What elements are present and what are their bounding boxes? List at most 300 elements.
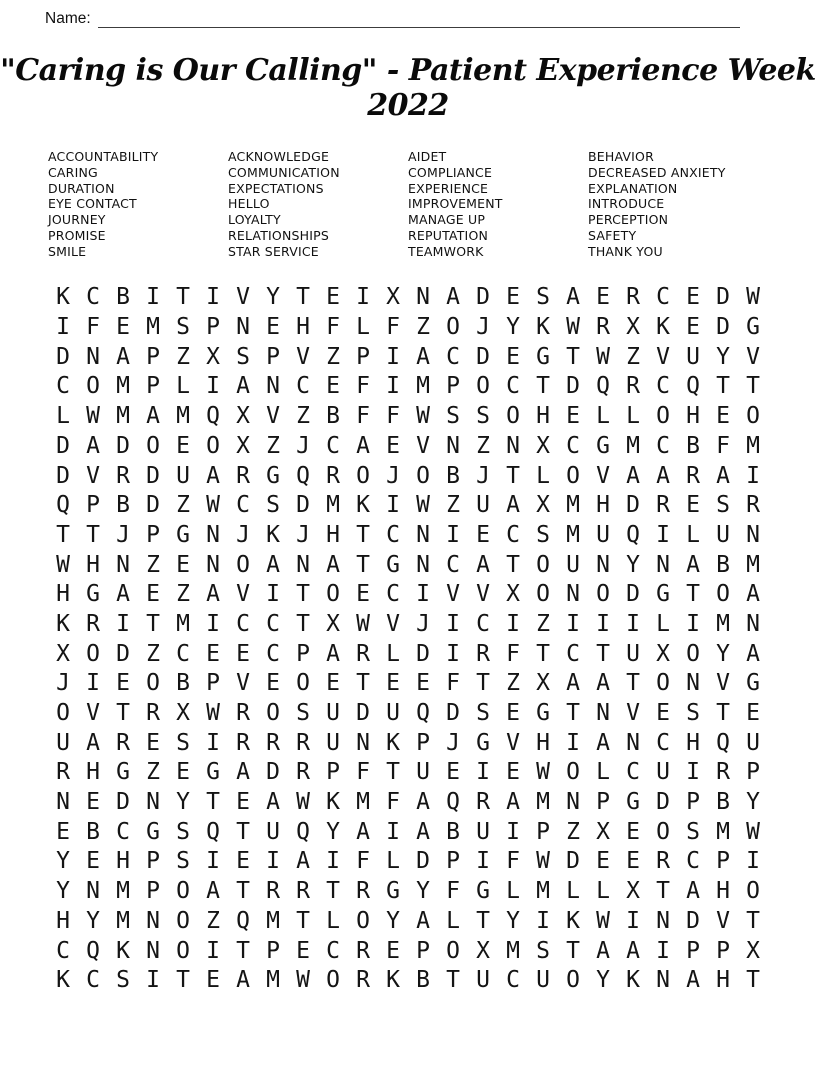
grid-letter: I <box>206 373 220 400</box>
grid-letter: O <box>146 670 160 697</box>
grid-letter: A <box>746 640 760 667</box>
grid-letter: Y <box>56 878 70 905</box>
grid-letter: H <box>296 314 310 341</box>
word-item: MANAGE UP <box>408 212 486 228</box>
grid-letter: W <box>746 818 760 845</box>
grid-letter: Z <box>326 343 340 370</box>
grid-letter: T <box>566 937 580 964</box>
grid-letter: G <box>386 878 400 905</box>
grid-letter: W <box>566 314 580 341</box>
grid-letter: E <box>506 284 520 311</box>
grid-letter: E <box>686 284 700 311</box>
grid-letter: Y <box>596 967 610 994</box>
grid-letter: O <box>356 907 370 934</box>
grid-letter: R <box>356 640 370 667</box>
grid-letter: H <box>326 521 340 548</box>
grid-letter: C <box>506 521 520 548</box>
grid-letter: Z <box>446 492 460 519</box>
grid-letter: R <box>56 759 70 786</box>
grid-letter: C <box>116 818 130 845</box>
grid-letter: F <box>326 314 340 341</box>
grid-letter: O <box>56 700 70 727</box>
grid-letter: T <box>116 700 130 727</box>
grid-letter: A <box>266 789 280 816</box>
grid-letter: G <box>656 581 670 608</box>
grid-letter: U <box>566 551 580 578</box>
grid-letter: A <box>356 818 370 845</box>
grid-letter: T <box>296 610 310 637</box>
grid-letter: Z <box>506 670 520 697</box>
grid-letter: L <box>536 462 550 489</box>
grid-letter: W <box>356 610 370 637</box>
grid-letter: I <box>446 640 460 667</box>
grid-letter: I <box>416 581 430 608</box>
grid-letter: C <box>566 432 580 459</box>
grid-letter: A <box>716 462 730 489</box>
grid-letter: S <box>176 818 190 845</box>
grid-letter: E <box>626 818 640 845</box>
grid-letter: S <box>686 700 700 727</box>
grid-letter: T <box>356 521 370 548</box>
grid-letter: E <box>596 284 610 311</box>
grid-letter: I <box>326 848 340 875</box>
grid-letter: G <box>386 551 400 578</box>
grid-letter: I <box>206 729 220 756</box>
grid-letter: E <box>86 848 100 875</box>
grid-letter: O <box>296 670 310 697</box>
word-item: ACKNOWLEDGE <box>228 149 330 164</box>
grid-letter: Z <box>146 759 160 786</box>
grid-letter: I <box>686 610 700 637</box>
grid-letter: H <box>536 729 550 756</box>
grid-letter: U <box>266 818 280 845</box>
grid-letter: B <box>686 432 700 459</box>
grid-letter: C <box>656 729 670 756</box>
grid-letter: N <box>746 521 760 548</box>
grid-letter: E <box>386 432 400 459</box>
grid-letter: O <box>176 907 190 934</box>
grid-letter: O <box>476 373 490 400</box>
grid-letter: U <box>386 700 400 727</box>
grid-letter: C <box>296 373 310 400</box>
grid-letter: T <box>716 700 730 727</box>
grid-letter: H <box>56 581 70 608</box>
grid-letter: P <box>86 492 100 519</box>
word-item: DURATION <box>48 180 115 196</box>
grid-letter: C <box>266 640 280 667</box>
grid-letter: D <box>416 848 430 875</box>
grid-letter: N <box>746 610 760 637</box>
grid-letter: T <box>656 878 670 905</box>
grid-letter: G <box>746 670 760 697</box>
grid-letter: P <box>596 789 610 816</box>
grid-letter: O <box>356 462 370 489</box>
grid-letter: W <box>206 492 220 519</box>
grid-letter: E <box>386 937 400 964</box>
grid-letter: I <box>116 610 130 637</box>
grid-letter: T <box>356 551 370 578</box>
grid-letter: E <box>626 848 640 875</box>
grid-letter: J <box>476 462 490 489</box>
grid-letter: C <box>236 610 250 637</box>
grid-letter: R <box>686 462 700 489</box>
grid-letter: X <box>386 284 400 311</box>
grid-letter: E <box>296 937 310 964</box>
grid-letter: E <box>656 700 670 727</box>
grid-letter: S <box>536 521 550 548</box>
grid-letter: G <box>146 818 160 845</box>
grid-letter: X <box>656 640 670 667</box>
grid-letter: D <box>476 284 490 311</box>
grid-letter: L <box>446 907 460 934</box>
grid-letter: L <box>626 403 640 430</box>
grid-letter: T <box>536 640 550 667</box>
grid-letter: E <box>236 848 250 875</box>
grid-letter: T <box>746 967 760 994</box>
grid-letter: V <box>236 284 250 311</box>
grid-letter: M <box>716 818 730 845</box>
grid-letter: B <box>86 818 100 845</box>
grid-letter: P <box>746 759 760 786</box>
grid-letter: Y <box>266 284 280 311</box>
grid-letter: B <box>446 818 460 845</box>
grid-letter: T <box>176 284 190 311</box>
grid-letter: Q <box>716 729 730 756</box>
grid-letter: O <box>656 818 670 845</box>
grid-letter: G <box>746 314 760 341</box>
grid-letter: D <box>146 492 160 519</box>
grid-letter: Y <box>176 789 190 816</box>
grid-letter: I <box>56 314 70 341</box>
grid-letter: Q <box>56 492 70 519</box>
grid-letter: D <box>356 700 370 727</box>
grid-letter: T <box>236 818 250 845</box>
grid-letter: A <box>206 581 220 608</box>
grid-letter: H <box>596 492 610 519</box>
grid-letter: P <box>416 729 430 756</box>
grid-letter: U <box>476 967 490 994</box>
grid-letter: Y <box>386 907 400 934</box>
grid-letter: A <box>596 937 610 964</box>
grid-letter: I <box>206 284 220 311</box>
grid-letter: I <box>146 284 160 311</box>
grid-letter: F <box>446 878 460 905</box>
grid-letter: A <box>566 284 580 311</box>
grid-letter: O <box>506 403 520 430</box>
grid-letter: A <box>236 759 250 786</box>
grid-letter: Z <box>176 492 190 519</box>
grid-letter: A <box>356 432 370 459</box>
grid-letter: L <box>386 848 400 875</box>
grid-letter: W <box>416 403 430 430</box>
word-item: EXPLANATION <box>588 180 678 196</box>
grid-letter: V <box>236 581 250 608</box>
grid-letter: X <box>596 818 610 845</box>
word-item: THANK YOU <box>588 243 663 259</box>
grid-letter: R <box>236 462 250 489</box>
grid-letter: E <box>596 848 610 875</box>
grid-letter: T <box>716 373 730 400</box>
grid-letter: K <box>536 314 550 341</box>
grid-letter: T <box>566 700 580 727</box>
grid-letter: A <box>116 343 130 370</box>
grid-letter: G <box>536 700 550 727</box>
grid-letter: A <box>626 462 640 489</box>
grid-letter: N <box>296 551 310 578</box>
grid-letter: M <box>116 907 130 934</box>
grid-letter: R <box>356 878 370 905</box>
grid-letter: W <box>536 848 550 875</box>
grid-letter: Q <box>416 700 430 727</box>
grid-letter: Z <box>176 343 190 370</box>
grid-letter: W <box>746 284 760 311</box>
grid-letter: A <box>596 670 610 697</box>
grid-letter: Z <box>146 551 160 578</box>
grid-letter: E <box>746 700 760 727</box>
grid-letter: X <box>536 432 550 459</box>
grid-letter: I <box>626 907 640 934</box>
grid-letter: R <box>296 729 310 756</box>
grid-letter: I <box>656 937 670 964</box>
grid-letter: A <box>506 492 520 519</box>
grid-letter: S <box>536 937 550 964</box>
word-bank-column <box>588 149 816 260</box>
grid-letter: M <box>116 878 130 905</box>
word-bank <box>48 149 816 260</box>
grid-letter: S <box>536 284 550 311</box>
grid-letter: Y <box>326 818 340 845</box>
grid-letter: E <box>566 403 580 430</box>
grid-letter: Y <box>746 789 760 816</box>
grid-letter: E <box>146 581 160 608</box>
grid-letter: Z <box>566 818 580 845</box>
grid-letter: Z <box>296 403 310 430</box>
grid-letter: Z <box>146 640 160 667</box>
grid-letter: O <box>536 581 550 608</box>
grid-letter: N <box>116 551 130 578</box>
grid-letter: A <box>236 967 250 994</box>
grid-letter: M <box>566 521 580 548</box>
grid-letter: C <box>386 581 400 608</box>
grid-letter: T <box>296 284 310 311</box>
grid-letter: R <box>356 967 370 994</box>
grid-letter: T <box>326 878 340 905</box>
grid-letter: P <box>356 343 370 370</box>
grid-letter: D <box>116 789 130 816</box>
word-item: REPUTATION <box>408 227 489 243</box>
grid-letter: T <box>386 759 400 786</box>
grid-letter: A <box>626 937 640 964</box>
grid-letter: N <box>146 937 160 964</box>
grid-letter: V <box>86 700 100 727</box>
grid-letter: A <box>116 581 130 608</box>
name-row <box>45 10 740 28</box>
grid-letter: C <box>686 848 700 875</box>
grid-letter: I <box>536 907 550 934</box>
grid-letter: K <box>116 937 130 964</box>
grid-letter: O <box>446 937 460 964</box>
grid-letter: P <box>416 937 430 964</box>
grid-letter: Q <box>446 789 460 816</box>
grid-letter: T <box>176 967 190 994</box>
grid-letter: C <box>266 610 280 637</box>
word-item: INTRODUCE <box>588 196 665 212</box>
grid-letter: Z <box>416 314 430 341</box>
grid-letter: C <box>326 432 340 459</box>
grid-letter: O <box>656 670 670 697</box>
grid-letter: R <box>716 759 730 786</box>
grid-letter: A <box>86 432 100 459</box>
grid-letter: G <box>476 729 490 756</box>
grid-letter: L <box>326 907 340 934</box>
grid-letter: U <box>476 492 490 519</box>
grid-letter: N <box>656 907 670 934</box>
word-item: AIDET <box>408 149 447 164</box>
grid-letter: S <box>236 343 250 370</box>
grid-letter: N <box>566 789 580 816</box>
word-item: STAR SERVICE <box>228 243 319 259</box>
grid-letter: F <box>386 403 400 430</box>
grid-letter: N <box>86 878 100 905</box>
grid-letter: Z <box>626 343 640 370</box>
grid-letter: N <box>686 670 700 697</box>
grid-letter: K <box>626 967 640 994</box>
grid-letter: O <box>416 462 430 489</box>
word-item: PROMISE <box>48 227 106 243</box>
grid-letter: H <box>86 759 100 786</box>
grid-letter: N <box>626 729 640 756</box>
grid-letter: N <box>56 789 70 816</box>
grid-letter: W <box>596 907 610 934</box>
grid-letter: P <box>146 878 160 905</box>
grid-letter: N <box>596 700 610 727</box>
grid-letter: I <box>566 729 580 756</box>
grid-letter: U <box>176 462 190 489</box>
word-item: COMMUNICATION <box>228 164 340 180</box>
grid-letter: C <box>446 551 460 578</box>
grid-letter: E <box>326 373 340 400</box>
grid-letter: R <box>296 878 310 905</box>
grid-letter: R <box>266 878 280 905</box>
name-label: Name: <box>45 10 91 27</box>
grid-letter: W <box>206 700 220 727</box>
grid-letter: O <box>566 967 580 994</box>
grid-letter: A <box>686 551 700 578</box>
grid-letter: P <box>266 343 280 370</box>
grid-letter: I <box>206 937 220 964</box>
grid-letter: N <box>656 551 670 578</box>
grid-letter: V <box>446 581 460 608</box>
grid-letter: M <box>266 907 280 934</box>
grid-letter: T <box>686 581 700 608</box>
grid-letter: E <box>686 492 700 519</box>
grid-letter: R <box>116 729 130 756</box>
grid-letter: R <box>656 492 670 519</box>
grid-letter: C <box>506 373 520 400</box>
grid-letter: J <box>446 729 460 756</box>
grid-letter: V <box>416 432 430 459</box>
grid-letter: L <box>176 373 190 400</box>
grid-letter: V <box>386 610 400 637</box>
grid-letter: U <box>656 759 670 786</box>
grid-letter: D <box>686 907 700 934</box>
grid-letter: V <box>716 670 730 697</box>
grid-letter: W <box>416 492 430 519</box>
grid-letter: I <box>446 610 460 637</box>
grid-letter: X <box>236 403 250 430</box>
grid-letter: S <box>116 967 130 994</box>
grid-letter: B <box>116 284 130 311</box>
grid-letter: E <box>506 700 520 727</box>
grid-letter: L <box>56 403 70 430</box>
word-item: CARING <box>48 164 98 180</box>
grid-letter: U <box>686 343 700 370</box>
grid-letter: E <box>176 551 190 578</box>
grid-letter: D <box>296 492 310 519</box>
grid-letter: D <box>716 284 730 311</box>
grid-letter: W <box>56 551 70 578</box>
grid-letter: X <box>536 492 550 519</box>
grid-letter: O <box>206 432 220 459</box>
word-item: LOYALTY <box>228 212 281 228</box>
grid-letter: R <box>476 640 490 667</box>
grid-letter: M <box>116 403 130 430</box>
grid-letter: C <box>86 284 100 311</box>
grid-letter: A <box>266 551 280 578</box>
grid-letter: E <box>266 670 280 697</box>
grid-letter: X <box>476 937 490 964</box>
grid-letter: W <box>596 343 610 370</box>
grid-letter: Q <box>236 907 250 934</box>
grid-letter: S <box>296 700 310 727</box>
grid-letter: A <box>236 373 250 400</box>
grid-letter: R <box>476 789 490 816</box>
grid-letter: F <box>356 848 370 875</box>
word-item: DECREASED ANXIETY <box>588 164 726 180</box>
grid-letter: P <box>536 818 550 845</box>
grid-letter: X <box>56 640 70 667</box>
grid-letter: X <box>326 610 340 637</box>
grid-letter: H <box>86 551 100 578</box>
grid-letter: J <box>116 521 130 548</box>
grid-letter: R <box>296 759 310 786</box>
grid-letter: A <box>596 729 610 756</box>
grid-letter: U <box>716 521 730 548</box>
grid-letter: M <box>536 789 550 816</box>
grid-letter: T <box>236 878 250 905</box>
grid-letter: M <box>416 373 430 400</box>
word-item: ACCOUNTABILITY <box>48 149 159 164</box>
grid-letter: P <box>266 937 280 964</box>
grid-letter: V <box>86 462 100 489</box>
grid-letter: X <box>206 343 220 370</box>
grid-letter: R <box>656 848 670 875</box>
grid-letter: D <box>656 789 670 816</box>
grid-letter: P <box>206 670 220 697</box>
grid-letter: C <box>626 759 640 786</box>
grid-letter: M <box>536 878 550 905</box>
grid-letter: M <box>566 492 580 519</box>
grid-letter: U <box>326 700 340 727</box>
grid-letter: I <box>476 848 490 875</box>
grid-letter: J <box>296 521 310 548</box>
grid-letter: N <box>206 551 220 578</box>
grid-letter: I <box>206 610 220 637</box>
grid-letter: A <box>416 818 430 845</box>
grid-letter: M <box>746 551 760 578</box>
grid-letter: Z <box>536 610 550 637</box>
grid-letter: E <box>206 967 220 994</box>
